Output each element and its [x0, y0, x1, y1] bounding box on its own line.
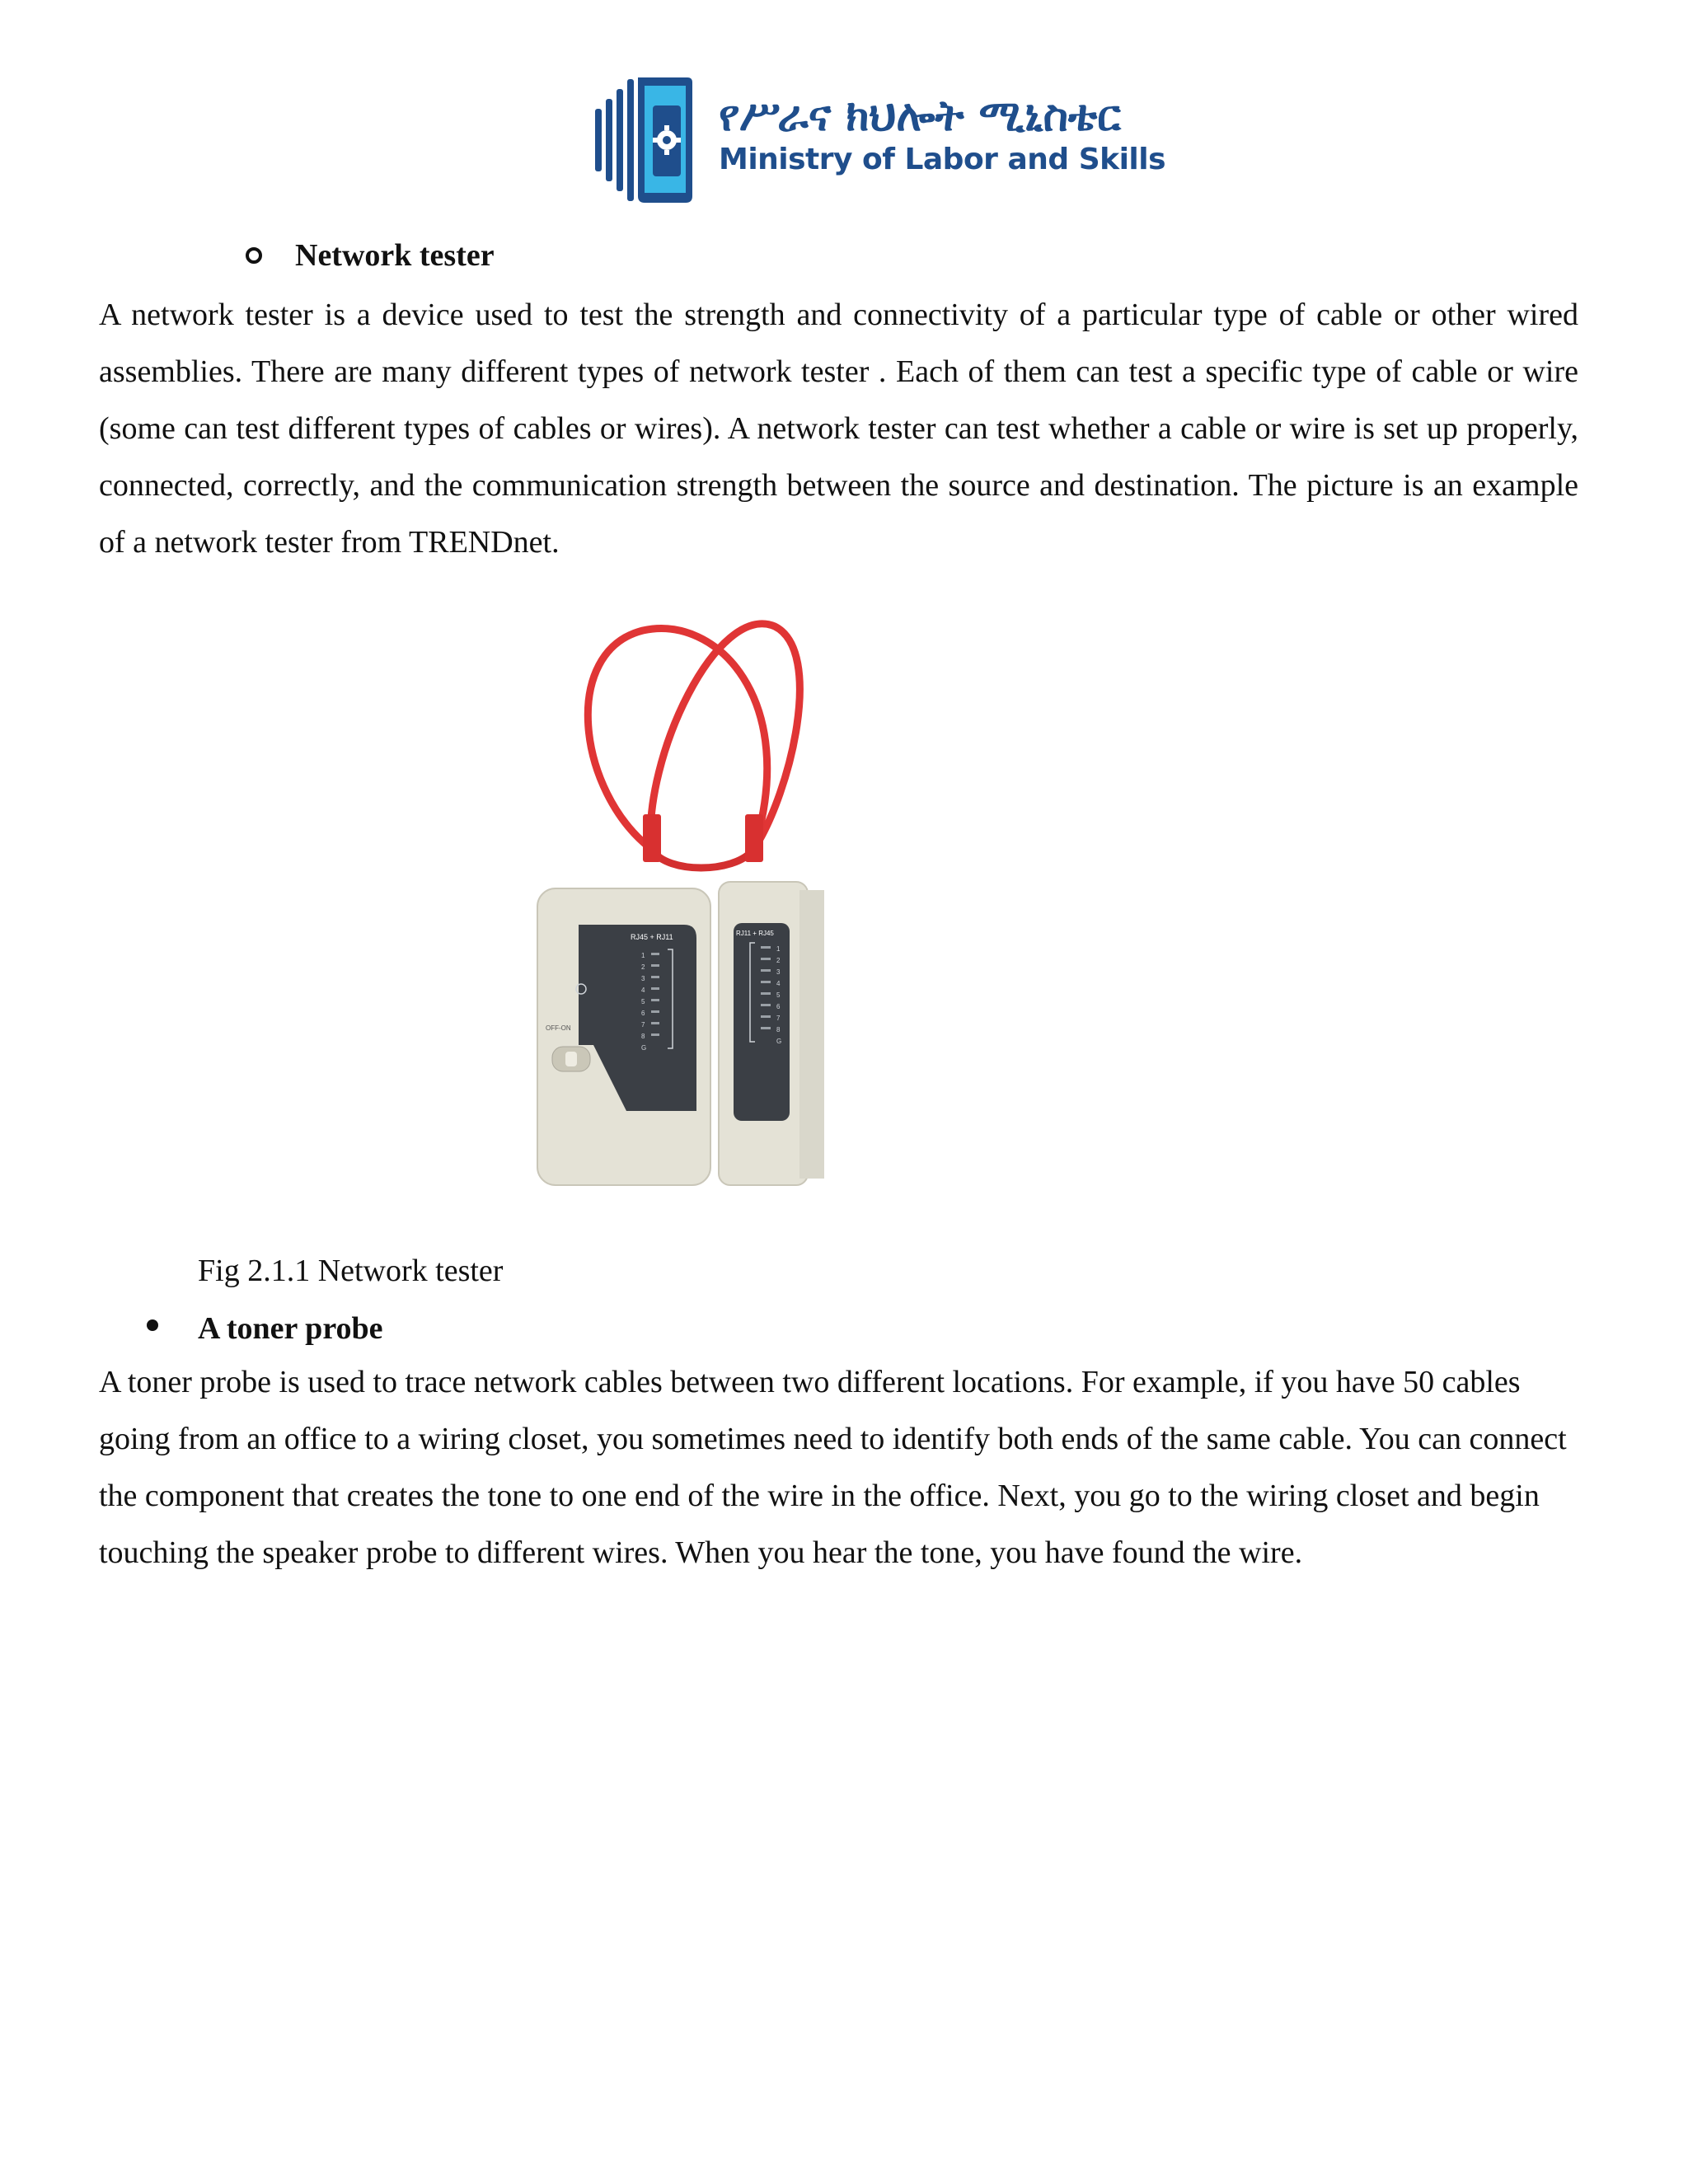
left-unit-port-label: RJ45 + RJ11: [631, 933, 673, 941]
led-num-left-g: G: [641, 1044, 647, 1052]
toner-probe-paragraph: A toner probe is used to trace network cables between two different locations. For example, if you have 50 cables going from an office to a wiring closet, you sometimes need to identify both ends of the same cable. You can connect the component that creates the tone to one end of the wire in the office. Next, you go to the wiring closet and begin touching the speaker probe to different wires. When you hear the tone, you have found the wire.: [99, 1365, 1567, 1570]
led-num-left-3: 3: [641, 975, 645, 982]
led-num-left-5: 5: [641, 998, 645, 1005]
led-num-left-4: 4: [641, 987, 645, 994]
led-num-right-1: 1: [776, 945, 781, 953]
led-num-right-3: 3: [776, 968, 781, 976]
led-num-right-2: 2: [776, 957, 781, 964]
led-num-right-7: 7: [776, 1015, 781, 1022]
led-num-right-g: G: [776, 1038, 782, 1045]
led-num-right-8: 8: [776, 1026, 781, 1033]
led-num-left-8: 8: [641, 1033, 645, 1040]
switch-label: OFF-ON: [546, 1024, 571, 1032]
led-num-left-1: 1: [641, 952, 645, 959]
right-unit-port-label: RJ11 + RJ45: [736, 930, 774, 937]
led-num-right-4: 4: [776, 980, 781, 987]
logo-amharic-text: የሥራና ክህሎት ሚኒስቴር: [719, 91, 1121, 141]
led-num-left-7: 7: [641, 1021, 645, 1029]
ministry-logo: [595, 73, 1166, 209]
ministry-emblem-icon: [595, 73, 715, 209]
section-heading-network-tester: Network tester: [295, 238, 495, 273]
network-tester-image: [528, 610, 841, 1187]
led-num-right-6: 6: [776, 1003, 781, 1010]
led-num-right-5: 5: [776, 991, 781, 999]
filled-bullet-icon: [147, 1319, 158, 1331]
hollow-bullet-icon: [246, 247, 262, 264]
led-num-left-2: 2: [641, 963, 645, 971]
logo-english-text: Ministry of Labor and Skills: [719, 143, 1166, 176]
figure-caption: Fig 2.1.1 Network tester: [198, 1254, 504, 1288]
led-num-left-6: 6: [641, 1010, 645, 1017]
network-tester-paragraph: A network tester is a device used to test the strength and connectivity of a particular type of cable or other wired assemblies. There are many different types of network tester . Each of them can test a specific type of cable or wire (some can test different types of cables or wires). A network tester can test whether a cable or wire is set up properly, connected, correctly, and the communication strength between the source and destination. The picture is an example of a network tester from TRENDnet.: [99, 298, 1578, 560]
section-heading-toner-probe: A toner probe: [198, 1311, 383, 1346]
